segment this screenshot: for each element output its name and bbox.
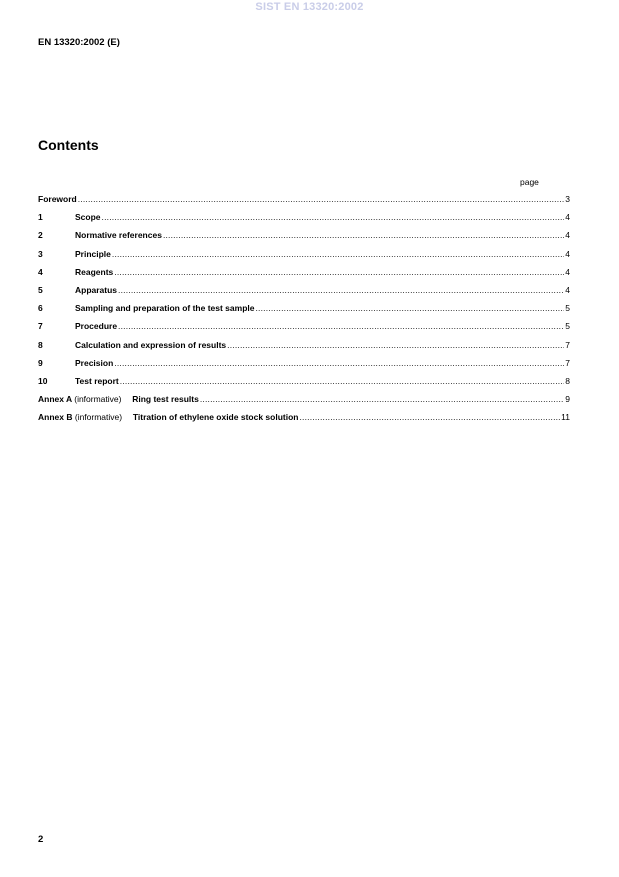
dot-leader [200, 393, 564, 405]
watermark: SIST EN 13320:2002 [255, 1, 364, 13]
toc-entry-page: 3 [565, 194, 570, 204]
dot-leader [114, 266, 564, 278]
toc-entry-test-report[interactable] [38, 375, 570, 393]
toc-entry-number: 6 [38, 303, 43, 314]
toc-entry-number: 9 [38, 357, 43, 368]
dot-leader [227, 339, 564, 351]
toc-entry-page: 4 [565, 248, 570, 259]
dot-leader [120, 375, 564, 387]
toc-entry-title: Sampling and preparation of the test sample [75, 303, 255, 314]
toc-entry-precision[interactable] [38, 357, 570, 375]
toc-entry-number: 7 [38, 321, 43, 332]
dot-leader [118, 284, 564, 296]
page-number: 2 [38, 834, 44, 845]
toc-entry-number: 10 [38, 375, 48, 386]
toc-entry-number: 3 [38, 248, 43, 259]
page-column-label: page [520, 177, 539, 187]
dot-leader [114, 357, 564, 369]
toc-entry-title: Titration of ethylene oxide stock solution [132, 412, 299, 423]
toc-entry-reagents[interactable] [38, 266, 570, 284]
toc-entry-principle[interactable] [38, 248, 570, 266]
toc-entry-page: 5 [565, 303, 570, 314]
document-id-header: EN 13320:2002 (E) [38, 37, 120, 48]
toc-entry-annex-b[interactable] [38, 411, 570, 429]
toc-entry-title: Precision [75, 357, 114, 368]
toc-entry-calculation[interactable] [38, 339, 570, 357]
dot-leader [112, 248, 564, 260]
toc-entry-scope[interactable] [38, 211, 570, 229]
toc-entry-title: Scope [75, 212, 101, 223]
toc-annex-heading [38, 411, 298, 423]
dot-leader [78, 193, 565, 205]
toc-entry-procedure[interactable] [38, 320, 570, 338]
dot-leader [163, 229, 564, 241]
toc-entry-page: 11 [561, 412, 570, 423]
toc-entry-title: Ring test results [132, 394, 199, 405]
toc-entry-title: Calculation and expression of results [75, 339, 227, 350]
toc-entry-title: Apparatus [75, 284, 118, 295]
toc-entry-page: 4 [565, 230, 570, 241]
toc-entry-foreword[interactable] [38, 193, 570, 211]
dot-leader [102, 211, 565, 223]
annex-label: Annex A [38, 394, 72, 405]
toc-entry-page: 5 [565, 321, 570, 332]
toc-entry-number: 2 [38, 230, 43, 241]
toc-annex-heading [38, 393, 199, 405]
table-of-contents [38, 193, 570, 429]
annex-type: (informative) [74, 412, 123, 423]
toc-entry-title: Principle [75, 248, 111, 259]
contents-heading: Contents [38, 137, 99, 153]
toc-entry-page: 4 [565, 266, 570, 277]
toc-entry-page: 4 [565, 284, 570, 295]
toc-entry-title: Normative references [75, 230, 162, 241]
toc-entry-page: 7 [565, 339, 570, 350]
dot-leader [118, 320, 564, 332]
toc-entry-title: Reagents [75, 266, 114, 277]
toc-entry-page: 8 [565, 375, 570, 386]
toc-entry-page: 4 [565, 212, 570, 223]
toc-entry-annex-a[interactable] [38, 393, 570, 411]
toc-entry-page: 7 [565, 357, 570, 368]
dot-leader [299, 411, 560, 423]
toc-entry-apparatus[interactable] [38, 284, 570, 302]
annex-type: (informative) [74, 394, 122, 405]
annex-label: Annex B [38, 412, 73, 423]
toc-entry-number: 5 [38, 284, 43, 295]
toc-entry-normative-references[interactable] [38, 229, 570, 247]
toc-entry-title: Test report [75, 375, 119, 386]
toc-entry-sampling[interactable] [38, 302, 570, 320]
toc-entry-number: 1 [38, 212, 43, 223]
toc-entry-number: 4 [38, 266, 43, 277]
dot-leader [255, 302, 564, 314]
toc-entry-number: 8 [38, 339, 43, 350]
toc-entry-page: 9 [565, 394, 570, 405]
toc-entry-title: Procedure [75, 321, 118, 332]
toc-entry-title: Foreword [38, 194, 77, 204]
